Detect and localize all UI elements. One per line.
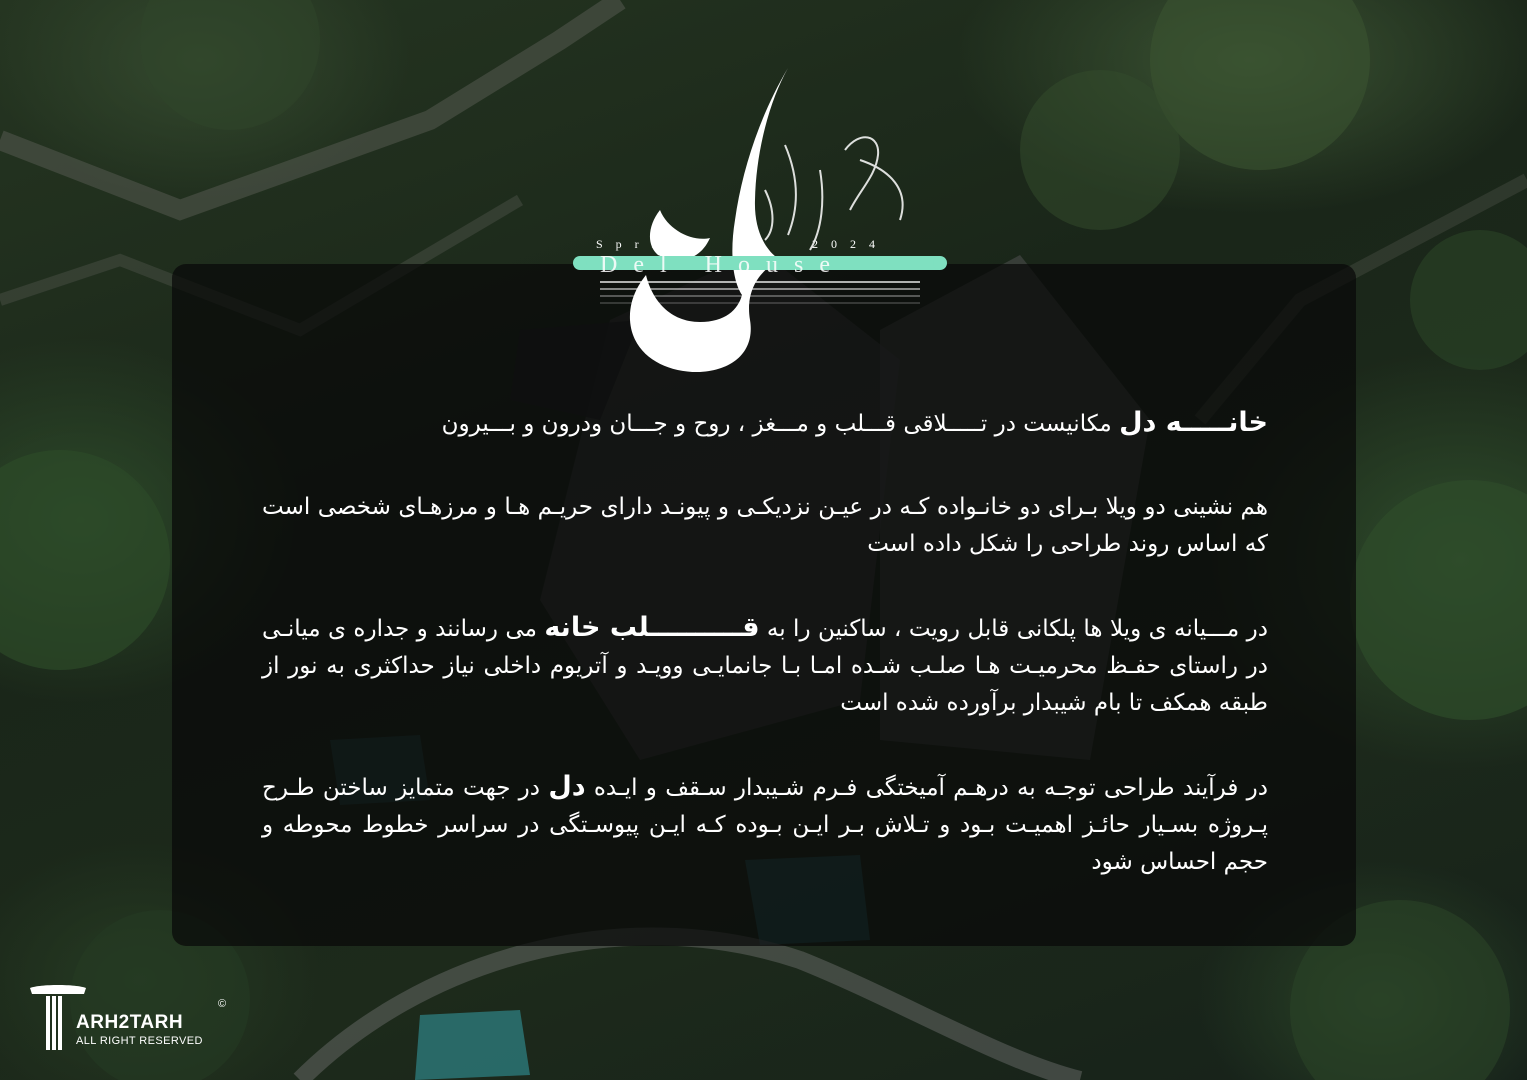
description-text bbox=[262, 404, 1268, 881]
paragraph-three bbox=[262, 609, 1268, 722]
p4-part1: در فرآیند طراحی توجـه به درهـم آمیختگی فـرم شـیبدار سـقف و ایـده bbox=[585, 775, 1268, 801]
footer-brand: ARH2TARH bbox=[76, 1012, 184, 1033]
copyright-mark: © bbox=[218, 998, 227, 1010]
paragraph-two: هم نشینی دو ویلا بـرای دو خانـواده کـه در عیـن نزدیکـی و پیونـد دارای حریـم هـا و مرزهـای شخصی است که اساس روند طراحی را شکل داده است bbox=[262, 494, 1268, 557]
p3-part2: می رسانند و جداره ی میانـی در راستای حفـظ محرمیـت هـا صلـب شـده امـا بـا جانمایـی وویـد و آتریوم داخلی نیاز حداکثری به نور از طبقه همکف تا بام شیبدار برآورده شده است bbox=[262, 616, 1268, 716]
p4-bold: دل bbox=[548, 771, 586, 802]
p4-part2: در جهت متمایز ساختن طـرح پـروژه بسـیار حائـز اهمیـت بـود و تـلاش بـر ایـن بـوده کـه ایـن پیوسـتگی در سراسر خطوط محوطه و حجم احساس شود bbox=[262, 775, 1268, 875]
paragraph-four bbox=[262, 768, 1268, 881]
logo-latin-title: Del House bbox=[600, 252, 846, 278]
logo-year: 2024 bbox=[812, 237, 888, 251]
tarh2tarh-logo bbox=[28, 982, 238, 1052]
footer-tagline: ALL RIGHT RESERVED bbox=[76, 1035, 203, 1047]
intro-rest: مکانیست در تـــــلاقی قـــلب و مـــغز ، روح و جـــان ودرون و بـــیرون bbox=[441, 411, 1120, 437]
del-house-logo bbox=[560, 60, 960, 400]
logo-season: Spring bbox=[596, 237, 707, 251]
intro-paragraph bbox=[262, 404, 1268, 443]
intro-lead: خانـــــه دل bbox=[1119, 407, 1268, 438]
p3-part1: در مـــیانه ی ویلا ها پلکانی قابل رویت ، ساکنین را به bbox=[759, 616, 1269, 642]
p3-bold: قــــــــــلب خانه bbox=[544, 612, 760, 643]
